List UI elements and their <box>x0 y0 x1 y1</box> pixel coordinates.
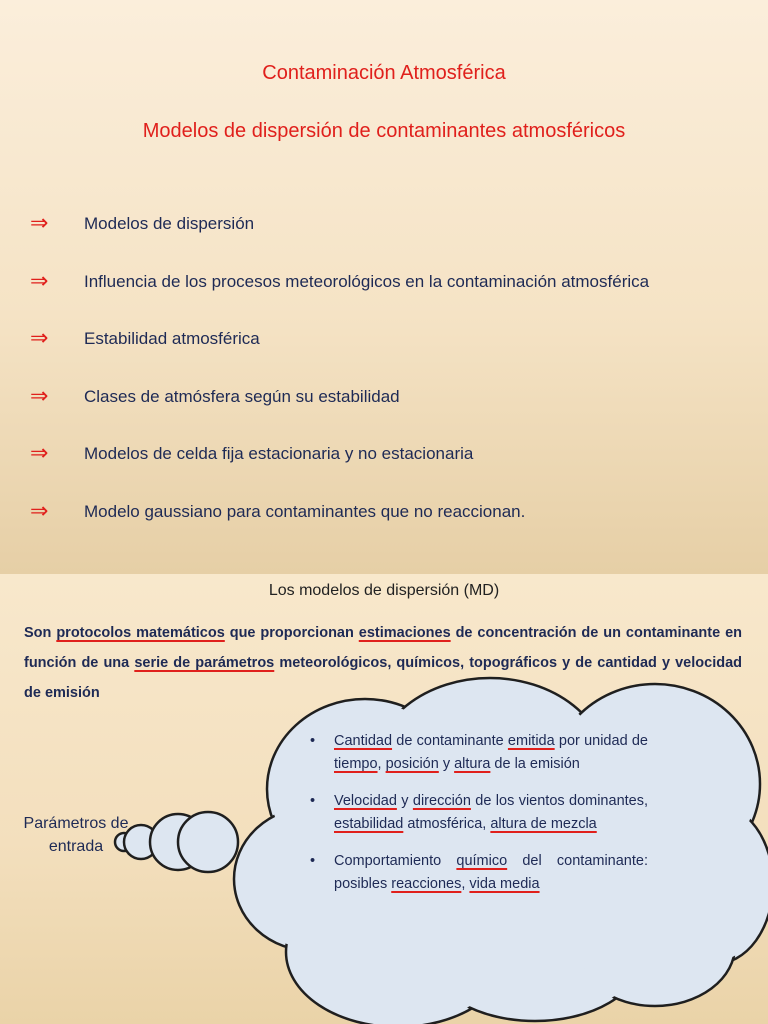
bullet-icon: • <box>310 733 316 749</box>
list-item <box>30 210 760 268</box>
list-item <box>30 498 760 556</box>
underlined-term: Cantidad <box>334 733 393 749</box>
item-text: , <box>377 756 386 772</box>
list-item <box>30 440 760 498</box>
list-item-text: Modelo gaussiano para contaminantes que no reaccionan. <box>84 501 526 521</box>
list-item-text: Influencia de los procesos meteorológicos en la contaminación atmosférica <box>84 271 650 291</box>
item-text: de contaminante <box>392 733 508 749</box>
underlined-term: vida media <box>469 876 540 892</box>
list-item <box>308 790 648 836</box>
list-item-text: Estabilidad atmosférica <box>84 329 260 349</box>
bullet-icon: • <box>310 793 316 809</box>
item-text: de los vientos dominantes, <box>470 793 648 809</box>
parameters-label: Parámetros de entrada <box>23 815 129 855</box>
slide-2 <box>0 574 768 1024</box>
item-text: del contaminante: posibles <box>334 853 648 892</box>
underlined-term: químico <box>456 853 508 869</box>
underlined-term: tiempo <box>334 756 378 772</box>
underlined-term: dirección <box>412 793 471 809</box>
list-item <box>308 730 648 776</box>
double-arrow-icon: ⇒ <box>30 498 49 524</box>
list-item-text: Clases de atmósfera según su estabilidad <box>84 386 400 406</box>
item-text: por unidad de <box>554 733 648 749</box>
underlined-term: serie de parámetros <box>134 655 275 671</box>
double-arrow-icon: ⇒ <box>30 211 49 236</box>
paragraph-text: de concentración de un contaminante en función de una <box>24 625 742 671</box>
list-item-text: Modelos de dispersión <box>84 214 255 233</box>
bullet-icon: • <box>310 853 316 869</box>
slide-subtitle: Modelos de dispersión de contaminantes atmosféricos <box>142 120 626 142</box>
list-item <box>308 850 648 896</box>
underlined-term: reacciones <box>391 876 462 892</box>
slide-title: Contaminación Atmosférica <box>262 62 506 84</box>
item-text: atmosférica, <box>403 816 491 832</box>
paragraph-text: meteorológicos, químicos, topográficos y de cantidad y velocidad de emisión <box>24 655 743 701</box>
item-text: , <box>461 876 470 892</box>
item-text: Comportamiento <box>334 853 457 869</box>
double-arrow-icon: ⇒ <box>30 268 49 294</box>
slide-title: Los modelos de dispersión (MD) <box>268 582 500 599</box>
underlined-term: altura de mezcla <box>490 816 597 832</box>
underlined-term: altura <box>454 756 491 772</box>
topic-list <box>30 210 760 556</box>
paragraph-text: que proporcionan <box>224 625 359 641</box>
underlined-term: estimaciones <box>358 625 451 641</box>
underlined-term: posición <box>385 756 439 772</box>
underlined-term: Velocidad <box>334 793 397 809</box>
list-item-text: Modelos de celda fija estacionaria y no estacionaria <box>84 444 474 464</box>
item-text: de la emisión <box>490 756 580 772</box>
paragraph-text: Son <box>24 625 57 641</box>
double-arrow-icon: ⇒ <box>30 383 49 409</box>
list-item <box>30 383 760 441</box>
underlined-term: estabilidad <box>334 816 404 832</box>
parameter-list <box>308 730 648 896</box>
underlined-term: emitida <box>507 733 555 749</box>
double-arrow-icon: ⇒ <box>30 441 49 467</box>
item-text: y <box>438 756 455 772</box>
list-item <box>30 268 760 326</box>
double-arrow-icon: ⇒ <box>30 326 49 352</box>
item-text: y <box>396 793 413 809</box>
underlined-term: protocolos matemáticos <box>56 625 225 641</box>
list-item <box>30 325 760 383</box>
